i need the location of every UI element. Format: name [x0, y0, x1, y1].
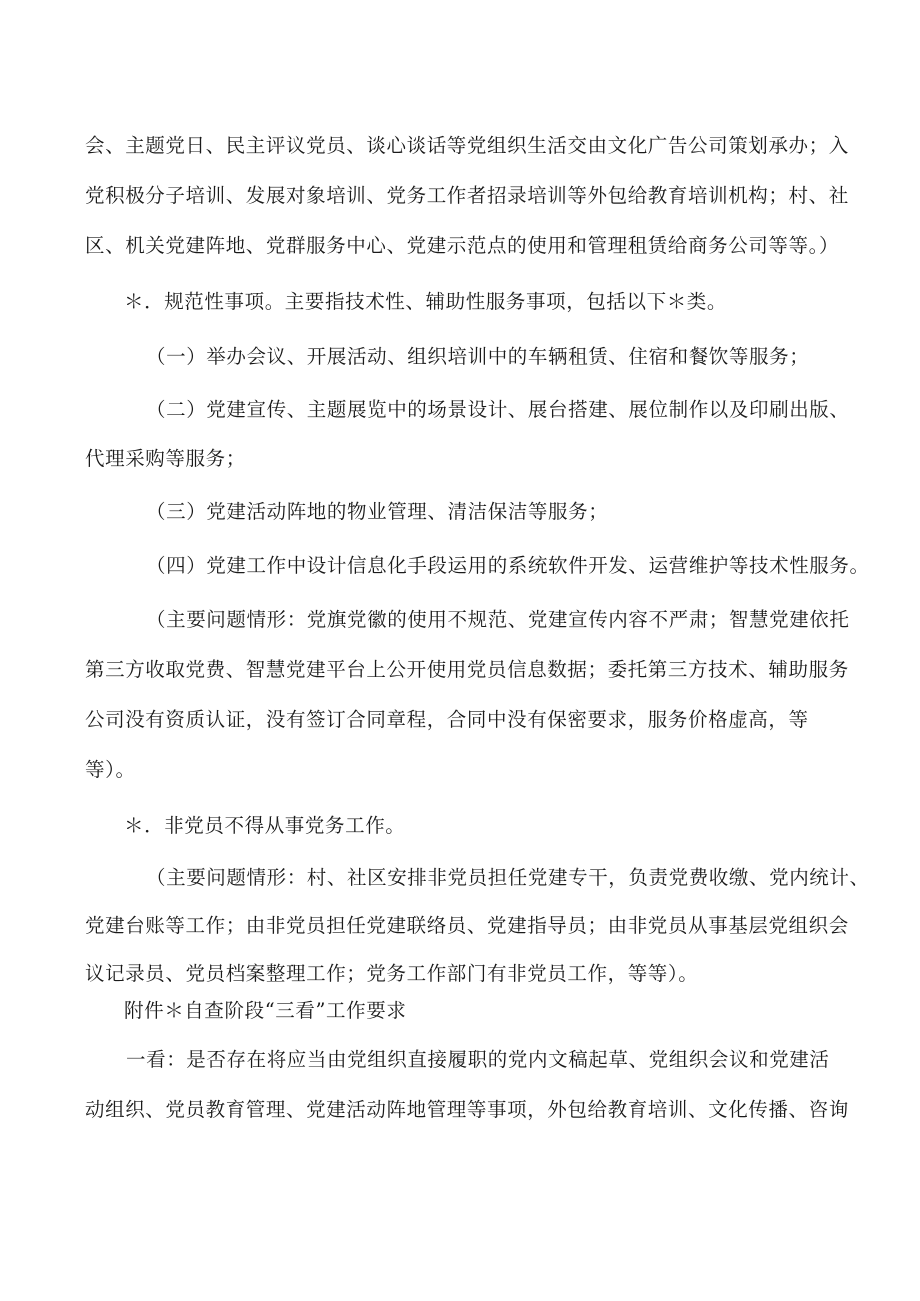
- paragraph-3-line-1: （主要问题情形：党旗党徽的使用不规范、党建宣传内容不严肃；智慧党建依托: [146, 608, 850, 631]
- paragraph-6-line-1: 一看：是否存在将应当由党组织直接履职的党内文稿起草、党组织会议和党建活: [126, 1048, 830, 1071]
- attachment-title: 附件＊自查阶段“三看”工作要求: [124, 999, 407, 1022]
- paragraph-5-line-1: （主要问题情形：村、社区安排非党员担任党建专干，负责党费收缴、党内统计、: [146, 866, 870, 889]
- paragraph-3-line-3: 公司没有资质认证，没有签订合同章程，合同中没有保密要求，服务价格虚高，等: [85, 708, 809, 731]
- paragraph-3-line-4: 等）。: [85, 758, 136, 781]
- paragraph-1-line-1: 会、主题党日、民主评议党员、谈心谈话等党组织生活交由文化广告公司策划承办；入: [85, 134, 849, 157]
- paragraph-1-line-2: 党积极分子培训、发展对象培训、党务工作者招录培训等外包给教育培训机构；村、社: [85, 184, 849, 207]
- paragraph-2-heading: ＊．规范性事项。主要指技术性、辅助性服务事项，包括以下＊类。: [124, 290, 728, 313]
- list-item-4: （四）党建工作中设计信息化手段运用的系统软件开发、运营维护等技术性服务。: [146, 554, 870, 577]
- paragraph-5-line-3: 议记录员、党员档案整理工作；党务工作部门有非党员工作，等等）。: [85, 962, 699, 985]
- paragraph-6-line-2: 动组织、党员教育管理、党建活动阵地管理等事项，外包给教育培训、文化传播、咨询: [85, 1098, 849, 1121]
- list-item-1: （一）举办会议、开展活动、组织培训中的车辆租赁、住宿和餐饮等服务；: [146, 345, 810, 368]
- paragraph-5-line-2: 党建台账等工作；由非党员担任党建联络员、党建指导员；由非党员从事基层党组织会: [85, 914, 849, 937]
- list-item-3: （三）党建活动阵地的物业管理、清洁保洁等服务；: [146, 500, 609, 523]
- list-item-2-line-2: 代理采购等服务；: [85, 447, 246, 470]
- paragraph-3-line-2: 第三方收取党费、智慧党建平台上公开使用党员信息数据；委托第三方技术、辅助服务: [85, 658, 849, 681]
- paragraph-4-heading: ＊．非党员不得从事党务工作。: [124, 814, 406, 837]
- paragraph-1-line-3: 区、机关党建阵地、党群服务中心、党建示范点的使用和管理租赁给商务公司等等。）: [85, 234, 840, 257]
- list-item-2-line-1: （二）党建宣传、主题展览中的场景设计、展台搭建、展位制作以及印刷出版、: [146, 398, 850, 421]
